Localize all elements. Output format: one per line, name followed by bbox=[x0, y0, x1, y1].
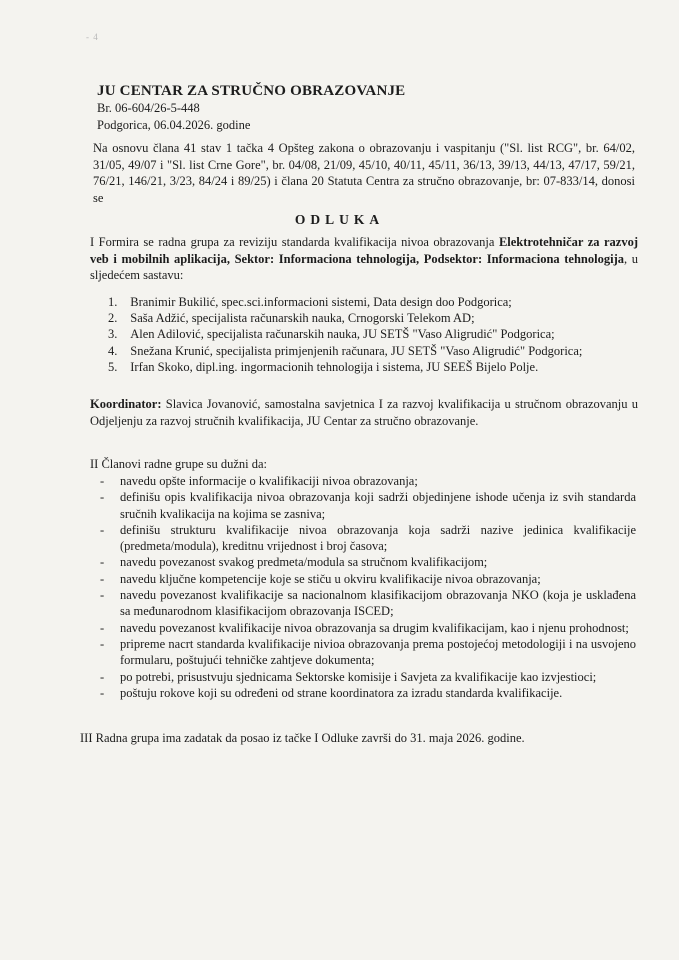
list-item: 5. Irfan Skoko, dipl.ing. ingormacionih tehnologija i sistema, JU SEEŠ Bijelo Polje. bbox=[108, 359, 539, 374]
list-item: 3. Alen Adilović, specijalista računarskih nauka, JU SETŠ "Vaso Aligrudić" Podgorica; bbox=[108, 327, 555, 342]
section-3: III Radna grupa ima zadatak da posao iz tačke I Odluke završi do 31. maja 2026. godine. bbox=[80, 731, 525, 745]
organization-name: JU CENTAR ZA STRUČNO OBRAZOVANJE bbox=[97, 83, 406, 99]
section-1-lead: I Formira se radna grupa za reviziju standarda kvalifikacija nivoa obrazovanja bbox=[90, 235, 499, 249]
list-item: 1. Branimir Bukilić, spec.sci.informacioni sistemi, Data design doo Podgorica; bbox=[108, 295, 512, 309]
coordinator-text: Slavica Jovanović, samostalna savjetnica I za razvoj kvalifikacija u stručnom obrazovanju u Odjeljenju za razvoj stručnih kvalifikacija, JU Centar za stručno obrazovanje. bbox=[90, 397, 638, 428]
list-item: - poštuju rokove koji su određeni od strane koordinatora za izradu standarda kvalifikacije. bbox=[100, 685, 563, 700]
list-item: 2. Saša Adžić, specijalista računarskih nauka, Crnogorski Telekom AD; bbox=[108, 311, 475, 326]
list-item: - navedu opšte informacije o kvalifikaciji nivoa obrazovanja; bbox=[100, 474, 418, 488]
duties-list bbox=[100, 473, 636, 701]
list-item: - navedu povezanost kvalifikacije sa nacionalnom klasifikacijom obrazovanja NKO (koja je usklađena sa međunarodnom klasifikacijom obrazovanja ISCED; bbox=[100, 588, 636, 619]
list-item: - definišu opis kvalifikacija nivoa obrazovanja koji sadrži objedinjene ishode učenja iz svih standarda sručnih kvalikacija na kojima se zasniva; bbox=[100, 490, 636, 521]
section-1 bbox=[90, 234, 638, 284]
section-1-tail: , u sljedećem sastavu: bbox=[90, 251, 638, 282]
qualification-name: Elektrotehničar za razvoj veb i mobilnih aplikacija, Sektor: Informaciona tehnologija, Podsektor: Informaciona tehnologija bbox=[90, 235, 638, 266]
decision-title: ODLUKA bbox=[294, 212, 385, 227]
coordinator-label: Koordinator: bbox=[90, 397, 162, 411]
list-item: - navedu povezanost kvalifikacije nivoa obrazovanja sa drugim kvalifikacijam, kao i njenu prohodnost; bbox=[100, 620, 629, 635]
list-item: - pripreme nacrt standarda kvalifikacije nivioa obrazovanja prema postojećoj metodologiji i na usvojeno formularu, poštujući tehničke zahtjeve dokumenta; bbox=[100, 636, 636, 668]
list-item: 4. Snežana Krunić, specijalista primjenjenih računara, JU SETŠ "Vaso Aligrudić" Podgorica; bbox=[108, 343, 583, 358]
list-item: - navedu povezanost svakog predmeta/modula sa stručnom kvalifikacijom; bbox=[100, 555, 488, 570]
list-item: - navedu ključne kompetencije koje se stiču u okviru kvalifikacije nivoa obrazovanja; bbox=[100, 571, 541, 586]
place-date: Podgorica, 06.04.2026. godine bbox=[97, 118, 251, 132]
section-2-heading: II Članovi radne grupe su dužni da: bbox=[90, 457, 268, 471]
coordinator bbox=[90, 396, 638, 429]
corner-mark: - 4 bbox=[86, 32, 99, 42]
list-item: - po potrebi, prisustvuju sjednicama Sektorske komisije i Savjeta za kvalifikacije kao izvjestioci; bbox=[100, 669, 597, 684]
preamble: Na osnovu člana 41 stav 1 tačka 4 Opšteg zakona o obrazovanju i vaspitanju ("Sl. list RCG", br. 64/02, 31/05, 49/07 i "Sl. list Crne Gore", br. 04/08, 21/09, 45/10, 40/11, 45/11, 36/13, 39/13, 44/13, 47/17, 59/21, 76/21, 146/21, 3/23, 84/24 i 89/25) i člana 20 Statuta Centra za stručno obrazovanje, br: 07-833/14, donosi se bbox=[93, 141, 635, 205]
reference-number: Br. 06-604/26-5-448 bbox=[97, 101, 200, 115]
document-header bbox=[97, 82, 637, 134]
list-item: - definišu strukturu kvalifikacije nivoa obrazovanja koja sadrži nazive jedinica kvalifikacije (predmeta/modula), kreditnu vrijednost i broj časova; bbox=[100, 522, 636, 554]
members-list bbox=[108, 294, 638, 375]
